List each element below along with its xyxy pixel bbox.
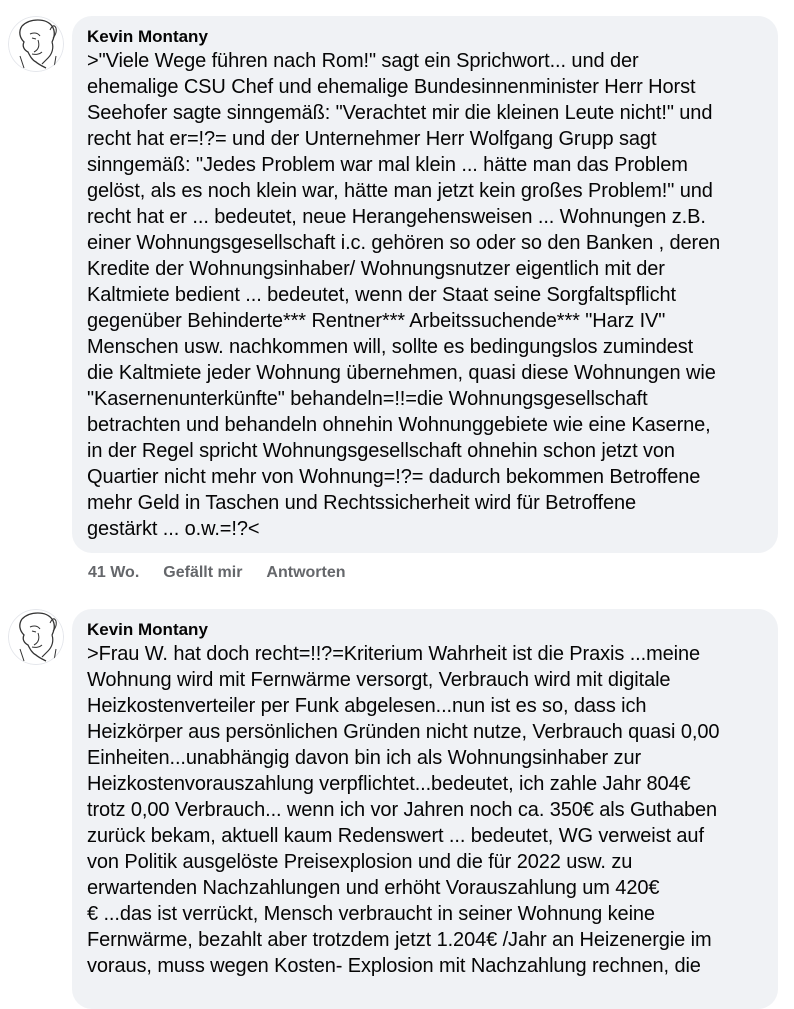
- comment-bubble: [72, 16, 778, 553]
- comment-actions: [88, 563, 346, 583]
- comment-timestamp[interactable]: 41 Wo.: [88, 564, 140, 581]
- comment-bubble: [72, 609, 778, 1009]
- comment-author[interactable]: Kevin Montany: [87, 620, 208, 639]
- comment-text: >Frau W. hat doch recht=!!?=Kriterium Wahrheit ist die Praxis ...meine Wohnung wird mit Fernwärme versorgt, Verbrauch wird mit digitale Heizkostenverteiler per Funk abgelesen...nun ist es so, dass ich Heizkörper aus persönlichen Gründen nicht nutze, Verbrauch quasi 0,00 Einheiten...unabhängig davon bin ich als Wohnungsinhaber zur Heizkostenvorauszahlung verpflichtet...bedeutet, ich zahle Jahr 804€ trotz 0,00 Verbrauch... wenn ich vor Jahren noch ca. 350€ als Guthaben zurück bekam, aktuell kaum Redenswert ... bedeutet, WG verweist auf von Politik ausgelöste Preisexplosion und die für 2022 usw. zu erwartenden Nachzahlungen und erhöht Vorauszahlung um 420€ € ...das ist verrückt, Mensch verbraucht in seiner Wohnung keine Fernwärme, bezahlt aber trotzdem jetzt 1.204€ /Jahr an Heizenergie im voraus, muss wegen Kosten- Explosion mit Nachzahlung rechnen, die: [87, 643, 720, 977]
- comment-author[interactable]: Kevin Montany: [87, 27, 208, 46]
- sketch-face-avatar-icon: [8, 609, 64, 665]
- sketch-face-avatar-icon: [8, 16, 64, 72]
- reply-button[interactable]: Antworten: [266, 564, 346, 581]
- like-button[interactable]: Gefällt mir: [163, 564, 243, 581]
- comment-text: >"Viele Wege führen nach Rom!" sagt ein Sprichwort... und der ehemalige CSU Chef und ehemalige Bundesinnenminister Herr Horst Seehofer sagte sinngemäß: "Verachtet mir die kleinen Leute nicht!" und recht hat er=!?= und der Unternehmer Herr Wolfgang Grupp sagt sinngemäß: "Jedes Problem war mal klein ... hätte man das Problem gelöst, als es noch klein war, hätte man jetzt kein großes Problem!" und recht hat er ... bedeutet, neue Herangehensweisen ... Wohnungen z.B. einer Wohnungsgesellschaft i.c. gehören so oder so den Banken , deren Kredite der Wohnungsinhaber/ Wohnungsnutzer eigentlich mit der Kaltmiete bedient ... bedeutet, wenn der Staat seine Sorgfaltspflicht gegenüber Behinderte*** Rentner*** Arbeitssuchende*** "Harz IV" Menschen usw. nachkommen will, sollte es bedingungslos zumindest die Kaltmiete jeder Wohnung übernehmen, quasi diese Wohnungen wie "Kasernenunterkünfte" behandeln=!!=die Wohnungsgesellschaft betrachten und behandeln ohnehin Wohnunggebiete wie eine Kaserne, in der Regel spricht Wohnungsgesellschaft ohnehin schon jetzt von Quartier nicht mehr von Wohnung=!?= dadurch bekommen Betroffene mehr Geld in Taschen und Rechtssicherheit wird für Betroffene gestärkt ... o.w.=!?<: [87, 50, 721, 540]
- avatar[interactable]: [8, 16, 64, 72]
- avatar[interactable]: [8, 609, 64, 665]
